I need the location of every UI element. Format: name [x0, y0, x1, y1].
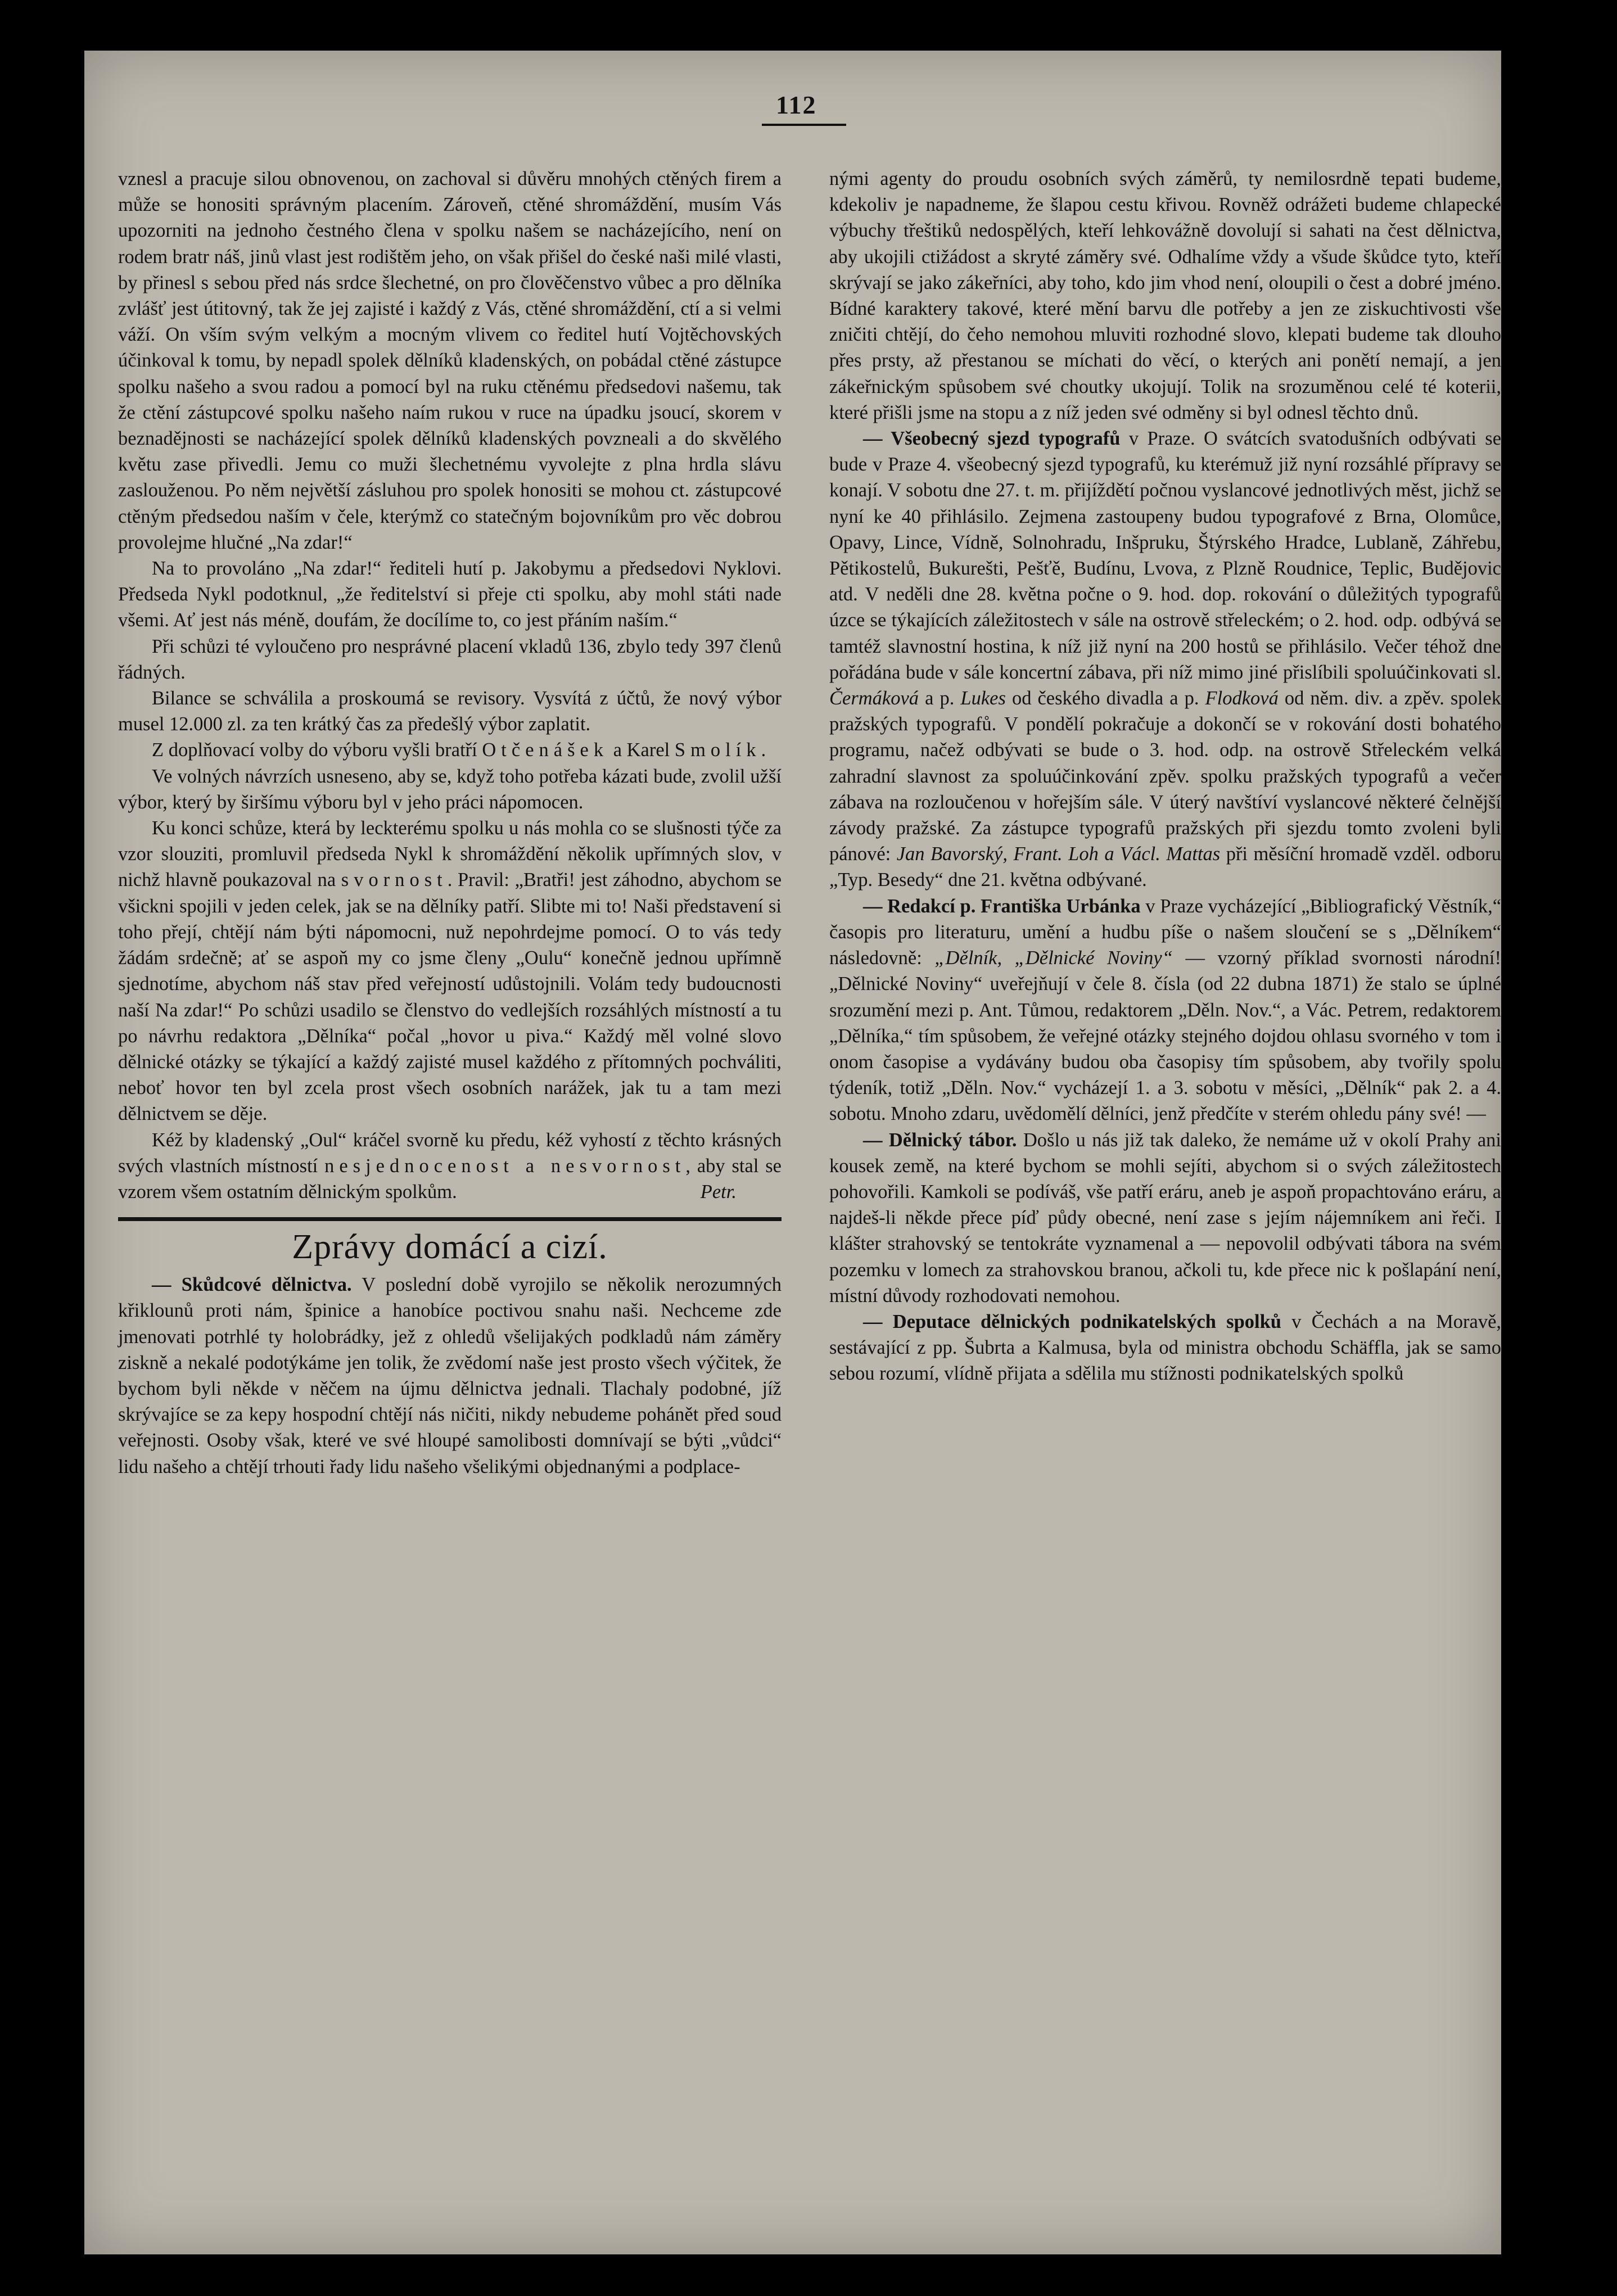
article-paragraph: Bilance se schválila a proskoumá se revisory. Vysvítá z účtů, že nový výbor musel 12.000 zl. za ten krátký čas za předešlý výbor zaplatit.: [118, 688, 782, 735]
performer-name: Flodková: [1205, 688, 1279, 709]
news-item-deputace: [829, 1309, 1501, 1387]
emphasis-nesjednocenost: nesjednocenost a nesvornost: [324, 1155, 686, 1177]
election-intro: Z doplňovací volby do výboru vyšli bratří: [152, 739, 477, 761]
article-paragraph: vznesl a pracuje silou obnovenou, on zachoval si důvěru mnohých ctěných firem a může se honositi správným placením. Zároveň, ctěné shromáždění, musím Vás upozorniti na jednoho čestného člena v spolku našem se nacházejícího, není on rodem bratr náš, jinů vlast jest rodištěm jeho, on však přišel do české naši milé vlasti, by přinesl s sebou před nás srdce šlechetné, on pro člověčenstvo vůbec a pro dělníka zvlášť jest útitovný, tak že jej zajisté i každý z Vás, ctěné shromáždění, ctí a si velmi váží. On vším svým velkým a mocným vlivem co ředitel hutí Vojtěchovských účinkoval k tomu, by nepadl spolek dělníků kladenských, on pobádal ctěné zástupce spolku našeho a svou radou a pomocí byl na ruku ctěnému předsedovi našemu, tak že ctění zástupcové spolku našeho naím rukou v ruce na úpadku jsoucí, skorem v beznadějnosti se nacházející spolek dělníků kladenských povzneali a do skvělého květu zase přivedli. Jemu co muži šlechetnému vyvolejte z plna hrdla slávu zaslouženou. Po něm největší zásluhou pro spolek honositi se mohou ct. zástupcové ctěným předsedou naším v čele, kterýmž co statečným bojovníkům pro věc dobrou provolejme hlučné „Na zdar!“: [118, 168, 782, 553]
closing-paragraph: [118, 815, 782, 1127]
final-paragraph: [118, 1127, 782, 1205]
article-signature: Petr.: [700, 1181, 737, 1203]
page-number: 112: [776, 91, 817, 119]
news-text: při měsíční hromadě vzděl. odboru „Typ. Besedy“ dne 21. května odbývané.: [829, 843, 1501, 891]
news-item-tabor: [829, 1127, 1501, 1309]
performer-name: Čermáková: [829, 688, 919, 709]
article-paragraph: nými agenty do proudu osobních svých záměrů, ty nemilosrdně tepati budeme, kdekoliv je napadneme, že šlapou cestu křivou. Rovněž odrážeti budeme chlapecké výbuchy třeštiků nedospělých, kteří lehkovážně dovolují si sahati na čest dělnictva, aby ukojili ctižádost a skryté záměry své. Odhalíme vždy a všude škůdce tyto, kteří skrývají se jako zákeřníci, aby toho, kdo jim vhod není, oloupili o čest a dobré jméno. Bídné karaktery takové, které mění barvu dle potřeby a jen ze ziskuchtivosti vše zničiti chtějí, do čeho nemohou mluviti rozhodné slovo, klepati budeme tak dlouho přes prsty, až přestanou se míchati do věcí, o kterých ani ponětí nemají, a jen zákeřnickým spůsobem své choutky ukojují. Tolik na srozuměnou celé té koterii, které přišli jsme na stopu a z níž jeden své odměny si byl odnesl těchto dnů.: [829, 168, 1501, 423]
news-text: Došlo u nás již tak daleko, že nemáme už v okolí Prahy ani kousek země, na které bychom se mohli sejíti, abychom si o svých záležitostech pohovořili. Kamkoli se podíváš, vše patří eráru, aneb je aspoň propachtováno eráru, a najdeš-li někde přece píď půdy obecné, není zase s jejím nájemníkem ani řeči. I klášter strahovský se tentokráte vyznamenal a — nepovolil odbývati tábora na svém pozemku v lomech za strahovskou branou, ačkoli tu, kde přece nic k pošlapání není, místní důvody rozhodovati nemohou.: [829, 1129, 1501, 1307]
news-item-redakce: [829, 893, 1501, 1127]
news-text: a p.: [925, 688, 955, 709]
news-lead: — Redakcí p. Františka Urbánka: [863, 895, 1141, 917]
newspaper-page: [84, 51, 1501, 2254]
news-item-skudcove: [118, 1272, 782, 1480]
news-text: od českého divadla a p.: [1011, 688, 1199, 709]
final-text-a: Kéž by kladenský „Oul“ kráčel svorně ku předu, kéž vyhostí z těchto krásných svých vlastních místností: [118, 1129, 782, 1177]
elected-connector: a Karel: [613, 739, 670, 761]
news-text: v Praze. O svátcích svatodušních odbývati se bude v Praze 4. všeobecný sjezd typografů, ku kterémuž již nyní rozsáhlé přípravy se konají. V sobotu dne 27. t. m. přijíždětí počnou vyslancové jednotlivých měst, jichž se nyní ke 40 přihlásilo. Zejmena zastoupeny budou typografové z Brna, Olomůce, Opavy, Lince, Vídně, Solnohradu, Inšpruku, Štýrského Hradce, Lublaně, Záhřebu, Pětikostelů, Bukurešti, Pešťě, Budínu, Lvova, z Plzně Roudnice, Teplic, Budějovic atd. V neděli dne 28. května počne o 9. hod. dop. rokování o důležitých typografů úzce se týkajících záležitostech v sále na ostrově střeleckém; o 2. hod. odp. odbývá se tamtéž slavnostní hostina, k níž již nyní na 200 hostů se přihlásilo. Večer téhož dne pořádána bude v sále koncertní zábava, při níž mimo jiné přislíbili spoluúčinkovati sl.: [829, 428, 1501, 683]
news-lead: — Deputace dělnických podnikatelských spolků: [863, 1310, 1281, 1332]
news-lead: — Všeobecný sjezd typografů: [863, 428, 1121, 450]
performer-name: Lukes: [960, 688, 1006, 709]
final-text-b: , aby stal se vzorem všem ostatním dělnickým spolkům.: [118, 1155, 782, 1203]
election-paragraph: [118, 737, 782, 763]
news-lead: — Skůdcové dělnictva.: [152, 1274, 352, 1296]
elected-name-1: Otčenášek: [482, 739, 609, 761]
closing-text-a: Ku konci schůze, která by leckterému spolku u nás mohla co se slušnosti týče za vzor slouziti, promluvil předseda Nykl k shromáždění několik upřímných slov, v nichž hlavně poukazoval na: [118, 817, 782, 891]
news-body: V poslední době vyrojilo se několik nerozumných křiklounů proti nám, špinice a hanobíce poctivou snahu naši. Nechceme zde jmenovati potrhlé ty holobrádky, jež z ohledů všelijakých podkladů nám záměry ziskně a nekalé podotýkáme jen tolik, že zvědomí naše jest prosto všech výčitek, že bychom byli někde v něčem na újmu dělnictva jednali. Tlachaly podobné, jíž skrývajíce se za kepy hospodní chtějí nás ničiti, nikdy nebudeme pohánět před soud veřejnosti. Osoby však, které ve své hloupé samolibosti domnívají se býti „vůdci“ lidu našeho a chtějí trhouti řady lidu našeho všelikými objednanými a podplace-: [118, 1274, 782, 1477]
right-column: [829, 166, 1501, 1387]
article-paragraph: Při schůzi té vyloučeno pro nesprávné placení vkladů 136, zbylo tedy 397 členů řádných.: [118, 635, 782, 683]
news-lead: — Dělnický tábor.: [863, 1129, 1017, 1151]
quoted-title: „Dělník, „Dělnické Noviny“: [934, 947, 1173, 969]
news-item-typografove: [829, 426, 1501, 893]
section-title: Zprávy domácí a cizí.: [292, 1228, 608, 1267]
news-text: v Praze vycházející „Bibliografický Věstník,“ časopis pro literaturu, umění a hudbu píše o našem sloučení se s „Dělníkem“ následovně:: [829, 895, 1501, 969]
emphasis-svornost: svornost: [341, 869, 448, 891]
news-text: — vzorný příklad svornosti národní! „Dělnické Noviny“ uveřejňují v čele 8. čísla (od 22 dubna 1871) že stalo se úplné srozumění mezi p. Ant. Tůmou, redaktorem „Děln. Nov.“, a Vác. Petrem, redaktorem „Dělníka,“ tím spůsobem, že veřejné otázky stejného dojdou ohlasu svorného v tom i onom časopise a vydávány budou oba časopisy tím spůsobem, aby tvořily spolu týdeník, totiž „Děln. Nov.“ vycházejí 1. a 3. sobotu v měsíci, „Dělník“ pak 2. a 4. sobotu. Mnoho zdaru, uvědomělí dělníci, jenž předčíte v sterém ohledu pány své! —: [829, 947, 1501, 1125]
article-paragraph: Na to provoláno „Na zdar!“ řediteli hutí p. Jakobymu a předsedovi Nyklovi. Předseda Nykl podotknul, „že ředitelství si přeje cti spolku, aby mohl státi nade všemi. Ať jest nás méně, doufám, že docílíme to, co jest přáním naším.“: [118, 558, 782, 631]
left-column: [118, 166, 782, 1480]
news-text: v Čechách a na Moravě, sestávající z pp. Šubrta a Kalmusa, byla od ministra obchodu Schäffla, jak se samo sebou rozumí, vlídně přijata a sdělila mu stížnosti podnikatelských spolků: [829, 1310, 1501, 1385]
news-text: od něm. div. a zpěv. spolek pražských typografů. V pondělí pokračuje a dokončí se v rokování dosti bohatého programu, načež odbývati se bude o 3. hod. odp. na ostrově Střeleckém velká zahradní slavnost za spoluúčinkování zpěv. spolku pražských typografů a večer zábava na rozloučenou v hořejším sále. V úterý navštíví vyslancové některé čelnější závody pražské. Za zástupce typografů pražských při sjezdu tomto zvoleni byli pánové:: [829, 688, 1501, 865]
article-paragraph: Ve volných návrzích usneseno, aby se, když toho potřeba kázati bude, zvolil užší výbor, který by širšímu výboru byl v jeho práci nápomocen.: [118, 765, 782, 813]
section-rule: [118, 1217, 782, 1221]
elected-name-2: Smolík.: [674, 739, 771, 761]
delegate-names: Jan Bavorský, Frant. Loh a Václ. Mattas: [896, 843, 1221, 865]
closing-text-b: . Pravil: „Bratři! jest záhodno, abychom se všickni spojili v jeden celek, jak se na dělníky patří. Slibte mi to! Naši představení si toho přejí, chtějí nám býti nápomocni, nuž nepohrdejme pomocí. O to vás tedy žádám srdečně; ať se aspoň my co jsme členy „Oulu“ konečně jednou upřímně sjednotíme, abychom náš stav před veřejností udůstojnili. Volám tedy budoucnosti naší Na zdar!“ Po schůzi usadilo se členstvo do vedlejších rozsáhlých místností a tu po návrhu redaktora „Dělníka“ počal „hovor u piva.“ Každý měl volné slovo dělnické otázky se týkající a každý zajisté musel každého z přítomných pochváliti, neboť hovor ten byl zcela prost všech osobních narážek, jak tu a tam mezi dělnictvem se děje.: [118, 869, 782, 1125]
page-number-rule: [762, 124, 846, 126]
